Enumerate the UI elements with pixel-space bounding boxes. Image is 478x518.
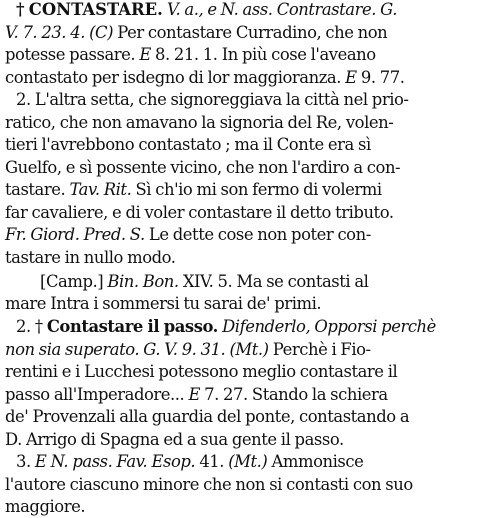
entry-line xyxy=(40,270,368,293)
entry-line xyxy=(16,315,436,338)
entry-line xyxy=(5,156,400,179)
entry-text: 41. xyxy=(195,452,229,471)
entry-text: Le dette cose non poter con- xyxy=(144,225,371,244)
entry-text: [Camp.] xyxy=(40,272,108,291)
entry-text: 3. xyxy=(16,452,35,471)
entry-text: maggiore. xyxy=(5,497,86,516)
entry-text: Contastare il passo. xyxy=(46,317,218,336)
entry-text: Fr. Giord. Pred. S. xyxy=(5,225,145,244)
entry-text: l'autore ciascuno minore che non si contasti con suo xyxy=(5,475,413,494)
entry-text: E xyxy=(345,68,357,87)
entry-text: Perchè i Fio- xyxy=(268,340,371,359)
entry-line xyxy=(5,405,409,428)
entry-text: passo all'Imperadore... xyxy=(5,385,189,404)
entry-text: E N. pass. Fav. Esop. xyxy=(34,452,196,471)
entry-text: 9. 77. xyxy=(356,68,405,87)
entry-text: potesse passare. xyxy=(5,45,140,64)
entry-line xyxy=(5,66,404,89)
entry-text: D. Arrigo di Spagna ed a sua gente il passo. xyxy=(5,430,344,449)
entry-line xyxy=(5,223,371,246)
entry-line xyxy=(5,428,344,451)
entry-text: 8. 21. 1. In più cose l'aveano xyxy=(150,45,376,64)
entry-line xyxy=(5,178,382,201)
entry-text: (Mt.) xyxy=(228,452,268,471)
entry-text: Tav. Rit. xyxy=(69,180,132,199)
entry-line xyxy=(5,360,397,383)
entry-line xyxy=(5,383,388,406)
entry-text: E xyxy=(139,45,151,64)
entry-text: Per contastare Curradino, che non xyxy=(113,23,388,42)
entry-text: ratico, che non amavano la signoria del Re, volen- xyxy=(5,113,394,132)
entry-text: CONTASTARE. xyxy=(28,0,163,19)
entry-text: Ammonisce xyxy=(267,452,364,471)
entry-text: contastato per isdegno di lor maggioranza. xyxy=(5,68,346,87)
entry-text: V. a., e N. ass. Contrastare. G. xyxy=(162,0,397,19)
entry-text: † xyxy=(16,0,29,19)
entry-text: 7. 27. Stando la schiera xyxy=(200,385,388,404)
entry-line xyxy=(5,111,393,134)
entry-text: E xyxy=(188,385,200,404)
entry-text: tastare. xyxy=(5,180,70,199)
entry-text: tastare in nullo modo. xyxy=(5,248,176,267)
entry-text: Difenderlo, Opporsi perchè xyxy=(217,317,436,336)
entry-text: non sia superato. G. V. 9. 31. (Mt.) xyxy=(5,340,269,359)
entry-line xyxy=(5,246,176,269)
entry-text: 2. L'altra setta, che signoreggiava la città nel prio- xyxy=(16,90,409,109)
entry-line xyxy=(16,450,363,473)
entry-text: XIV. 5. Ma se contasti al xyxy=(178,272,369,291)
entry-line xyxy=(5,133,371,156)
entry-line xyxy=(5,495,85,518)
entry-line xyxy=(5,292,321,315)
entry-text: 2. † xyxy=(16,317,47,336)
entry-line xyxy=(5,201,394,224)
entry-text: rentini e i Lucchesi potessono meglio contastare il xyxy=(5,362,398,381)
entry-text: Bin. Bon. xyxy=(107,272,179,291)
entry-text: tieri l'avrebbono contastato ; ma il Conte era sì xyxy=(5,135,371,154)
entry-text: V. 7. 23. 4. (C) xyxy=(5,23,114,42)
entry-line xyxy=(5,43,376,66)
entry-text: mare Intra i sommersi tu sarai de' primi. xyxy=(5,294,322,313)
entry-text: de' Provenzali alla guardia del ponte, contastando a xyxy=(5,407,410,426)
entry-line xyxy=(5,21,387,44)
entry-text: Sì ch'io mi son fermo di volermi xyxy=(131,180,382,199)
entry-line xyxy=(16,0,397,21)
entry-line xyxy=(16,88,409,111)
entry-text: far cavaliere, e di voler contastare il detto tributo. xyxy=(5,203,394,222)
entry-text: Guelfo, e sì possente vicino, che non l'ardiro a con- xyxy=(5,158,401,177)
entry-line xyxy=(5,338,371,361)
entry-line xyxy=(5,473,413,496)
